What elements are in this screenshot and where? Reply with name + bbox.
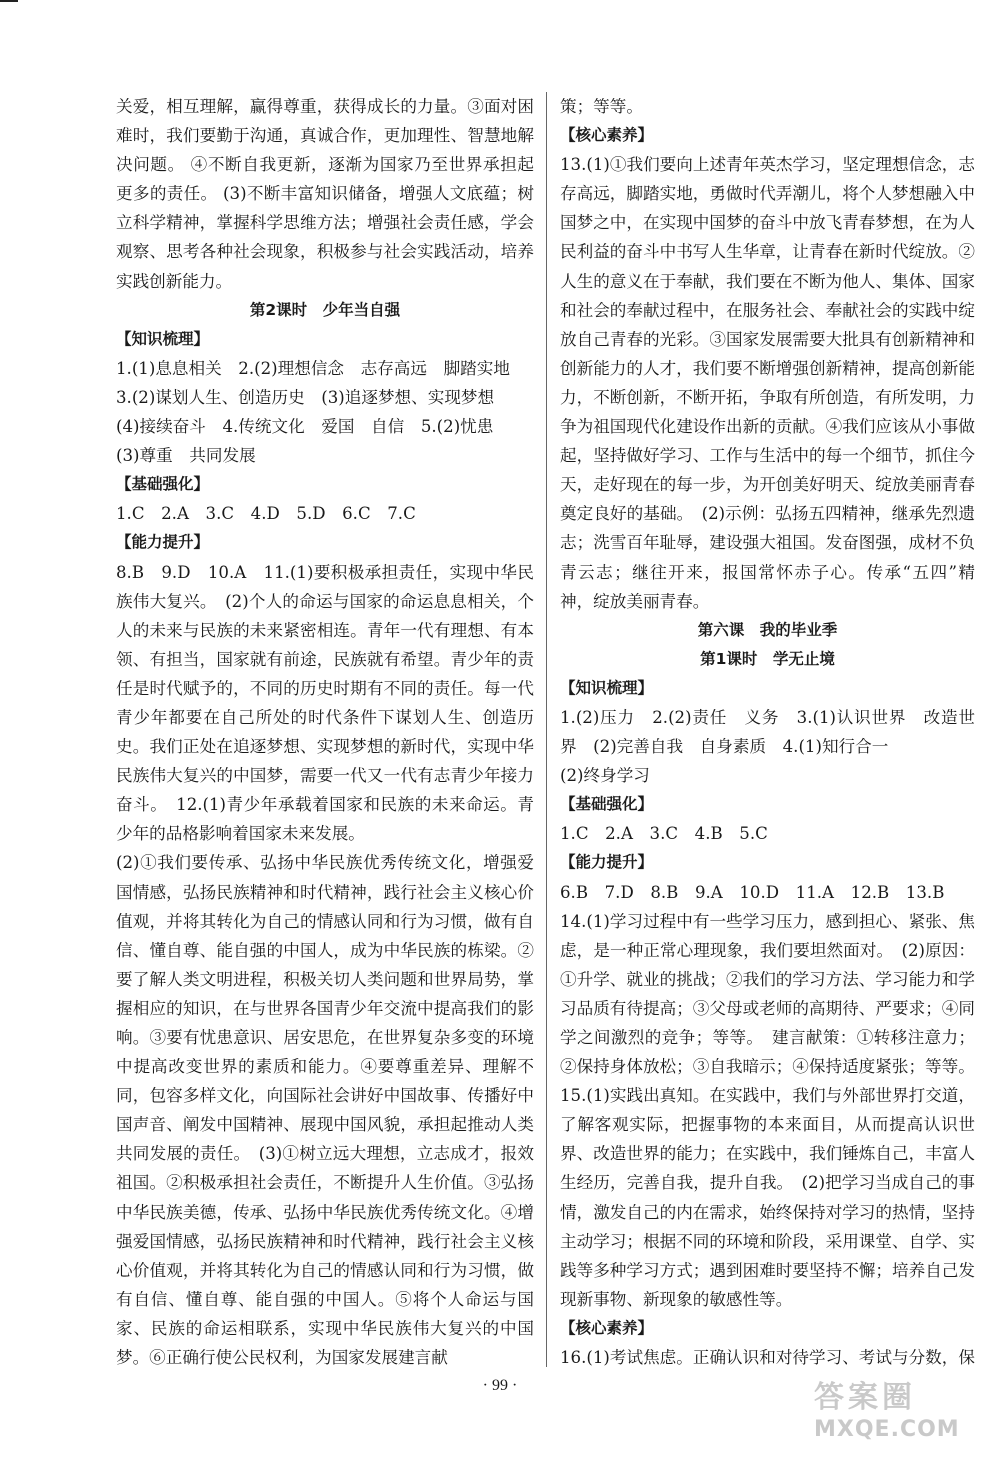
watermark-bottom-text: MXQE.COM [814,1417,960,1442]
lesson-title: 第1课时 学无止境 [700,649,835,668]
paragraph: (2)①我们要传承、弘扬中华民族优秀传统文化，增强爱国情感，弘扬民族精神和时代精神，践行社会主义核心价值观，并将其转化为自己的情感认同和行为习惯，做有自信、懂自尊、能自强的中国人，成为中华民族的栋梁。②要了解人类文明进程，积极关切人类问题和世界局势，掌握相应的知识，在与世界各国青少年交流中提高我们的影响。③要有忧患意识、居安思危，在世界复杂多变的环境中提高改变世界的素质和能力。④要尊重差异、理解不同，包容多样文化，向国际社会讲好中国故事、传播好中国声音、阐发中国精神、展现中国风貌，承担起推动人类共同发展的责任。 (3)①树立远大理想，立志成才，报效祖国。②积极承担社会责任，不断提升人生价值。③弘扬中华民族美德，传承、弘扬中华民族优秀传统文化。④增强爱国情感，弘扬民族精神和时代精神，践行社会主义核心价值观，并将其转化为自己的情感认同和行为习惯，做有自信、懂自尊、能自强的中国人。⑤将个人命运与国家、民族的命运相联系，实现中华民族伟大复兴的中国梦。⑥正确行使公民权利，为国家发展建言献 [116,853,534,1368]
section-heading: 【能力提升】 [560,853,654,872]
answer-line: (2)终身学习 [560,766,650,786]
section-heading: 【基础强化】 [116,475,210,494]
answer-line: (4)接续奋斗 4.传统文化 爱国 自信 5.(2)忧患 [116,417,494,437]
column-divider [546,92,547,1367]
lesson-title: 第2课时 少年当自强 [249,300,401,319]
crop-mark [0,0,18,2]
paragraph: 13.(1)①我们要向上述青年英杰学习，坚定理想信念，志存高远，脚踏实地，勇做时代弄潮儿，将个人梦想融入中国梦之中，在实现中国梦的奋斗中放飞青春梦想，在为人民利益的奋斗中书写人生华章，让青春在新时代绽放。②人生的意义在于奉献，我们要在不断为他人、集体、国家和社会的奉献过程中，在服务社会、奉献社会的实践中绽放自己青春的光彩。③国家发展需要大批具有创新精神和创新能力的人才，我们要不断增强创新精神，提高创新能力，不断创新，不断开拓，争取有所创造，有所发明，力争为祖国现代化建设作出新的贡献。④我们应该从小事做起，坚持做好学习、工作与生活中的每一个细节，抓住今天，走好现在的每一步，为开创美好明天、绽放美丽青春奠定良好的基础。 (2)示例：弘扬五四精神，继承先烈遗志；洗雪百年耻辱，建设强大祖国。发奋图强，成材不负青云志；继往开来，报国常怀赤子心。传承“五四”精神，绽放美丽青春。 [560,155,975,611]
answer-line: 3.(2)谋划人生、创造历史 (3)追逐梦想、实现梦想 [116,387,495,407]
section-heading: 【基础强化】 [560,795,654,814]
section-heading: 【核心素养】 [560,126,654,145]
paragraph: 关爱，相互理解，赢得尊重，获得成长的力量。③面对困难时，我们要勤于沟通，真诚合作，更加理性、智慧地解决问题。 ④不断自我更新，逐渐为国家乃至世界承担起更多的责任。 (3)不断丰富知识储备，增强人文底蕴；树立科学精神，掌握科学思维方法；增强社会责任感，学会观察、思考各种社会现象，积极参与社会实践活动，培养实践创新能力。 [116,97,534,291]
section-heading: 【核心素养】 [560,1318,654,1337]
right-column [560,92,975,1372]
paragraph: 14.(1)学习过程中有一些学习压力，感到担心、紧张、焦虑，是一种正常心理现象，我们要坦然面对。 (2)原因：①升学、就业的挑战；②我们的学习方法、学习能力和学习品质有待提高；③父母或老师的高期待、严要求；④同学之间激烈的竞争；等等。 建言献策：①转移注意力；②保持身体放松；③自我暗示；④保持适度紧张；等等。 [560,911,975,1077]
paragraph: 15.(1)实践出真知。在实践中，我们与外部世界打交道，了解客观实际，把握事物的本来面目，从而提高认识世界、改造世界的能力；在实践中，我们锤炼自己，丰富人生经历，完善自我，提升自我。 (2)把学习当成自己的事情，激发自己的内在需求，始终保持对学习的热情，坚持主动学习；根据不同的环境和阶段，采用课堂、自学、实践等多种学习方式；遇到困难时要坚持不懈；培养自己发现新事物、新现象的敏感性等。 [560,1086,975,1309]
answer-line: 1.C 2.A 3.C 4.B 5.C [560,824,768,844]
answer-line: 1.C 2.A 3.C 4.D 5.D 6.C 7.C [116,504,416,524]
paragraph: 8.B 9.D 10.A 11.(1)要积极承担责任，实现中华民族伟大复兴。 (2)个人的命运与国家的命运息息相关，个人的未来与民族的未来紧密相连。青年一代有理想、有本领、有担当，国家就有前途，民族就有希望。青少年的责任是时代赋予的，不同的历史时期有不同的责任。每一代青少年都要在自己所处的时代条件下谋划人生、创造历史。我们正处在追逐梦想、实现梦想的新时代，实现中华民族伟大复兴的中国梦，需要一代又一代有志青少年接力奋斗。 12.(1)青少年承载着国家和民族的未来命运。青少年的品格影响着国家未来发展。 [116,562,534,844]
paragraph: 策；等等。 [560,97,643,116]
section-heading: 【能力提升】 [116,533,210,552]
watermark-logo [814,1380,984,1452]
answer-line: (3)尊重 共同发展 [116,446,256,466]
lesson-title: 第六课 我的毕业季 [697,620,838,639]
answer-line: 6.B 7.D 8.B 9.A 10.D 11.A 12.B 13.B [560,882,945,902]
answer-line: 1.(1)息息相关 2.(2)理想信念 志存高远 脚踏实地 [116,358,510,378]
section-heading: 【知识梳理】 [560,678,654,697]
left-column [116,92,534,1372]
paragraph: 16.(1)考试焦虑。正确认识和对待学习、考试与分数，保 [560,1348,975,1368]
answer-line: 1.(2)压力 2.(2)责任 义务 3.(1)认识世界 改造世界 (2)完善自我 自身素质 4.(1)知行合一 [560,707,975,757]
watermark-top-text: 答案圈 [814,1380,916,1415]
page-number: · 99 · [482,1377,518,1394]
section-heading: 【知识梳理】 [116,329,210,348]
